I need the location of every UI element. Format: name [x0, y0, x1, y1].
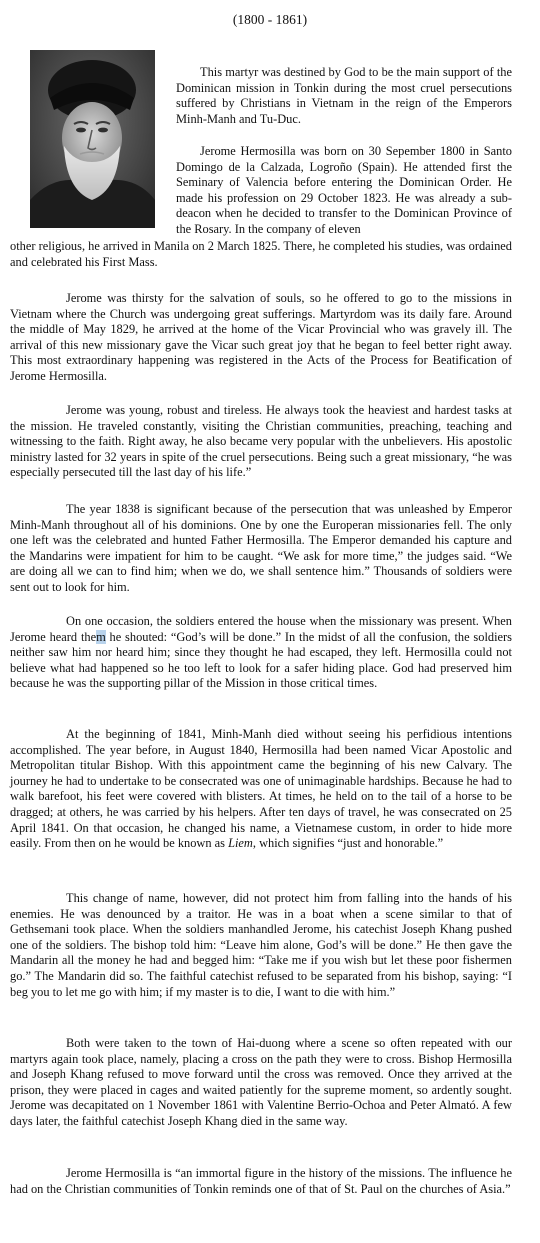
capture-paragraph: This change of name, however, did not protect him from falling into the hands of his enemies. He was denounced by a traitor. He was in a boat when a scene similar to that of Gethsemani took place. When the soldiers manhandled Jerome, his catechist Joseph Khang pushed one of the soldiers. The bishop told him: “Leave him alone, God’s will be done.” He then gave the Mandarin all the money he had and begged him: “Take me if you wish but let these poor fishermen go.” The Mandarin did so. The faithful catechist refused to be separated from his bishop, saying: “I beg you to let me go with him; if my master is to die, I want to die with him.” [10, 891, 512, 999]
birth-paragraph-continued: other religious, he arrived in Manila on 2 March 1825. There, he completed his studies, was ordained and celebrated his First Mass. [10, 239, 512, 269]
calvary-text-end: , which signifies “just and honorable.” [252, 836, 444, 851]
calvary-text-start: At the beginning of 1841, Minh-Manh died without seeing his perfidious intentions accomplished. The year before, in August 1840, Hermosilla had been named Vicar Apostolic and Metropolitan titular Bishop. With this appointment came the beginning of his new Calvary. The journey he had to undertake to be consecrated was one of unimaginable hardships. Because he had to walk barefoot, his feet were covered with blisters. At times, he held on to the tail of a horse to be dragged; at others, he was carried by his helpers. After ten days of travel, he was consecrated on 25 April 1841. On that occasion, he changed his name, a Vietnamese custom, in order to hide more easily. From then on he would be known as [10, 727, 512, 851]
escape-text-start: On one occasion, the soldiers entered the house when the missionary was present. When Jerome heard the [10, 614, 512, 644]
life-dates: (1800 - 1861) [232, 12, 308, 27]
escape-paragraph [10, 614, 512, 692]
martyrdom-paragraph: Both were taken to the town of Hai-duong where a scene so often repeated with our martyrs again took place, namely, placing a cross on the path they were to cross. Bishop Hermosilla and Joseph Khang refused to move forward until the cross was removed. Once they arrived at the prison, they were placed in cages and waited patiently for the supreme moment, so ardently sought. Jerome was decapitated on 1 November 1861 with Valentine Berrio-Ochoa and Peter Almató. A few days later, the faithful catechist Joseph Khang died in the same way. [10, 1036, 512, 1128]
intro-paragraph: This martyr was destined by God to be the main support of the Dominican mission in Tonkin during the most cruel persecutions suffered by Christians in Vietnam in the reign of the Emperors Minh-Manh and Tu-Duc. [176, 65, 512, 126]
escape-text-end: he shouted: “God’s will be done.” In the midst of all the confusion, the soldiers neither saw him nor heard him; since they thought he had escaped, they left. Hermosilla could not believe what had happened so he too left to look for a safer hiding place. God had preserved him because he was the supporting pillar of the Mission in those critical times. [10, 629, 512, 691]
legacy-paragraph: Jerome Hermosilla is “an immortal figure in the history of the missions. The influence he had on the Christian communities of Tonkin reminds one of that of St. Paul on the churches of Asia.” [10, 1166, 512, 1196]
portrait-image [30, 50, 155, 228]
text-selection-highlight[interactable]: m [96, 629, 106, 644]
portrait-drawing [30, 50, 155, 228]
missions-paragraph: Jerome was thirsty for the salvation of souls, so he offered to go to the missions in Vietnam where the Church was undergoing great sufferings. Martyrdom was its daily fare. Around the middle of May 1829, he arrived at the home of the Vicar Provincial who was gravely ill. The arrival of this new missionary gave the Vicar such great joy that he began to feel better right away. This most extraordinary happening was registered in the Acts of the Process for Beatification of Jerome Hermosilla. [10, 291, 512, 383]
name-liem: Liem [228, 836, 253, 851]
persecution-paragraph: The year 1838 is significant because of the persecution that was unleashed by Emperor Minh-Manh throughout all of his dominions. One by one the Europeran missionaries fell. The only one left was the celebrated and hunted Father Hermosilla. The Emperor demanded his capture and the Mandarins were impatient for him to be caught. “We ask for more time,” the judges said. “We are doing all we can to find him; when we do, we shall sentence him.” Thousands of soldiers were sent out to look for him. [10, 502, 512, 594]
birth-paragraph: Jerome Hermosilla was born on 30 Sepember 1800 in Santo Domingo de la Calzada, Logroño (Spain). He attended first the Seminary of Valencia before entering the Dominican Order. He made his profession on 29 October 1823. He was already a sub-deacon when he decided to transfer to the Dominican Province of the Rosary. In the company of eleven [176, 144, 512, 236]
ministry-paragraph: Jerome was young, robust and tireless. He always took the heaviest and hardest tasks at the mission. He traveled constantly, visiting the Christian communities, preaching, teaching and witnessing to the faith. Right away, he also became very popular with the unbelievers. His apostolic ministry lasted for 32 years in spite of the cruel persecutions. Being such a great missionary, “he was especially persecuted till the last day of his life.” [10, 403, 512, 480]
calvary-paragraph [10, 727, 512, 852]
